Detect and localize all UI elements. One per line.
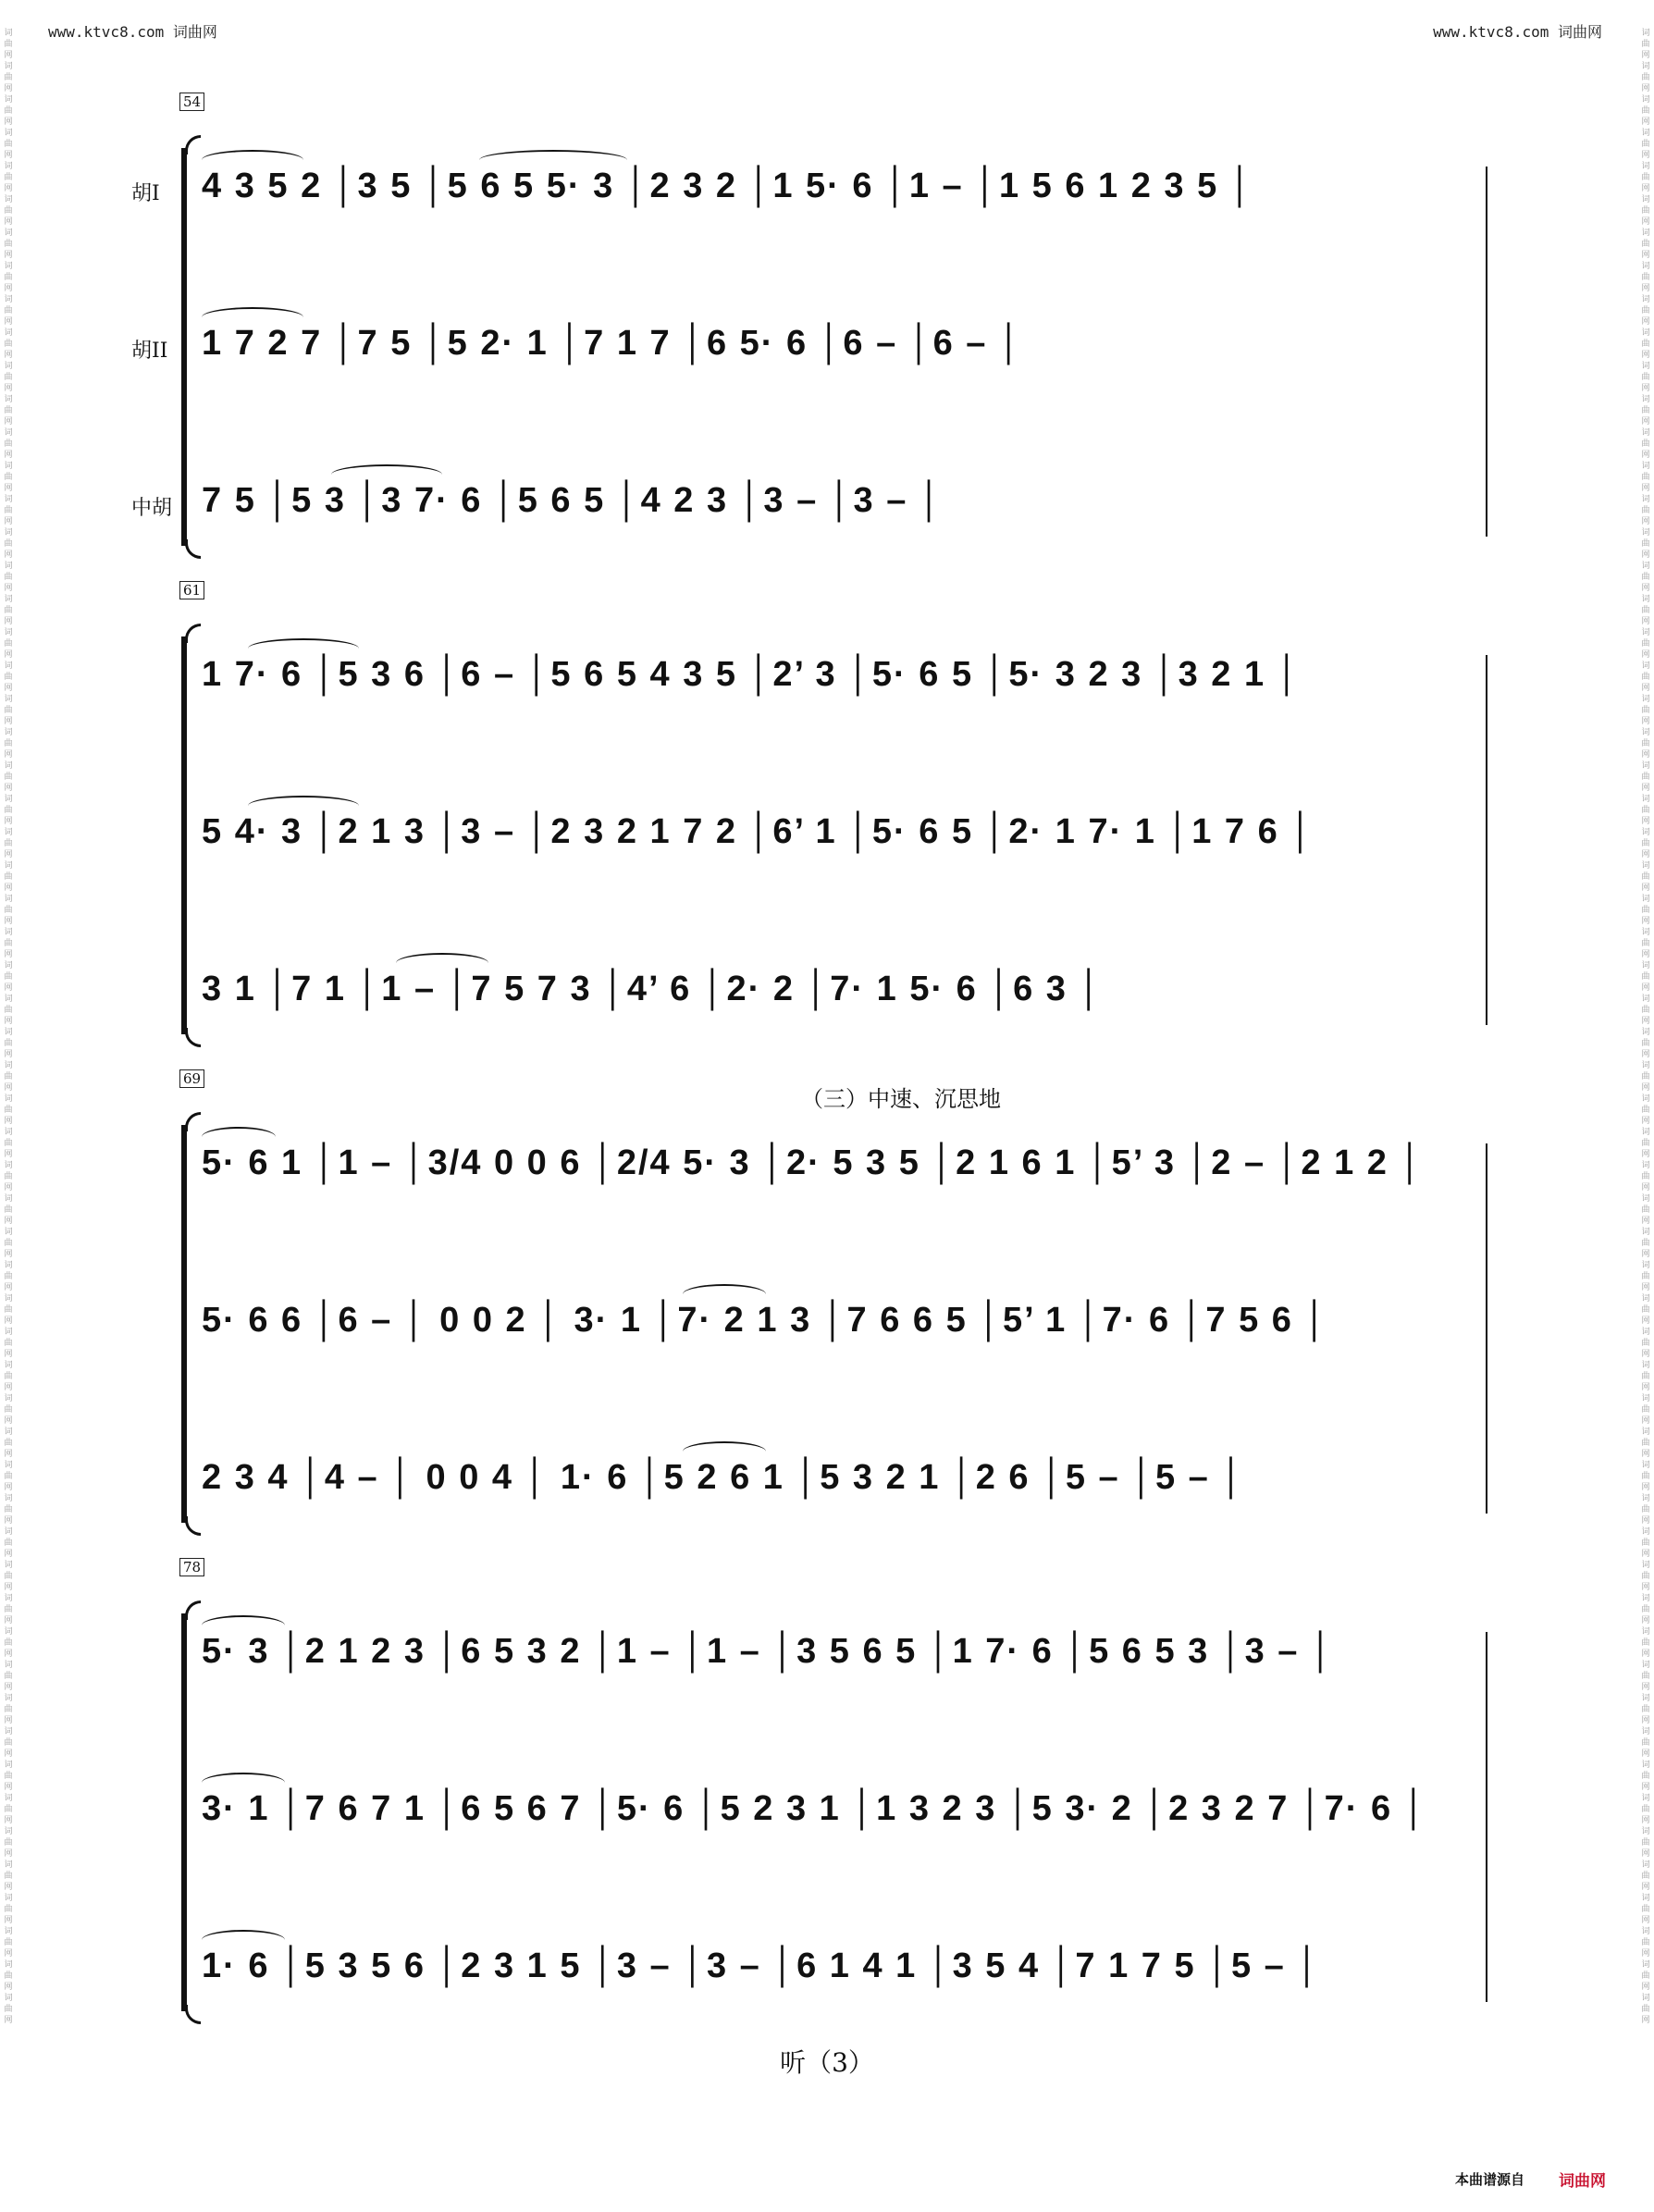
notation-line: 5· 6 1 │1 – │3/4 0 0 6 │2/4 5· 3 │2· 5 3 5 │2 1 6 1 │5’ 3 │2 – │2 1 2 │: [202, 1143, 1425, 1182]
instrument-label: 胡II: [131, 340, 168, 363]
notation-line: 3· 1 │7 6 7 1 │6 5 6 7 │5· 6 │5 2 3 1 │1 3 2 3 │5 3· 2 │2 3 2 7 │7· 6 │: [202, 1789, 1428, 1828]
notation-line: 5· 3 │2 1 2 3 │6 5 3 2 │1 – │1 – │3 5 6 5 │1 7· 6 │5 6 5 3 │3 – │: [202, 1632, 1335, 1671]
slur: [479, 150, 627, 170]
staff-hu-2: [131, 315, 1476, 379]
score-system-2: [181, 581, 1476, 1044]
source-credit-text: 本曲谱源自: [1454, 2171, 1524, 2188]
notation-line: 5 4· 3 │2 1 3 │3 – │2 3 2 1 7 2 │6’ 1 │5· 6 5 │2· 1 7· 1 │1 7 6 │: [202, 812, 1315, 851]
notation-line: 5· 6 6 │6 – │ 0 0 2 │ 3· 1 │7· 2 1 3 │7 6 6 5 │5’ 1 │7· 6 │7 5 6 │: [202, 1301, 1329, 1340]
staff-hu-1: [202, 1134, 1476, 1199]
staff-zhonghu: [131, 472, 1476, 537]
instrument-label: 胡I: [131, 182, 160, 205]
slur: [202, 1127, 276, 1147]
notation-line: 3 1 │7 1 │1 – │7 5 7 3 │4’ 6 │2· 2 │7· 1 5· 6 │6 3 │: [202, 970, 1104, 1008]
measure-number: 69: [179, 1069, 204, 1088]
staff-hu-2: [202, 1780, 1476, 1845]
slur: [683, 1284, 766, 1304]
notation-line: 7 5 │5 3 │3 7· 6 │5 6 5 │4 2 3 │3 – │3 – │: [202, 481, 944, 520]
staff-brace: [181, 148, 196, 546]
staff-brace: [181, 1613, 196, 2011]
side-watermark-right: 词曲网 词曲网 词曲网 词曲网 词曲网 词曲网 词曲网 词曲网 词曲网 词曲网 词曲网 词曲网 词曲网 词曲网 词曲网 词曲网 词曲网 词曲网 词曲网 词曲网 词曲网 词曲网 词曲网 词曲网 词曲网 词曲网 词曲网 词曲网 词曲网 词曲网 词曲网 词曲网 词曲网 词曲网 词曲网 词曲网 词曲网 词曲网 词曲网 词曲网 词曲网 词曲网 词曲网 词曲网 词曲网 词曲网 词曲网 词曲网 词曲网 词曲网 词曲网 词曲网 词曲网 词曲网 词曲网 词曲网 词曲网 词曲网 词曲网 词曲网: [1641, 29, 1650, 2025]
staff-hu-2: [202, 1291, 1476, 1356]
staff-hu-1: [202, 1623, 1476, 1687]
staff-brace: [181, 636, 196, 1034]
measure-number: 78: [179, 1558, 204, 1576]
measure-number: 61: [179, 581, 204, 599]
source-logo[interactable]: 词曲网: [1559, 2172, 1606, 2191]
header-site-left: www.ktvc8.com 词曲网: [48, 23, 217, 41]
slur: [202, 307, 303, 327]
measure-number: 54: [179, 93, 204, 111]
slur: [248, 638, 359, 659]
score-system-3: [181, 1069, 1476, 1532]
notation-line: 1 7 2 7 │7 5 │5 2· 1 │7 1 7 │6 5· 6 │6 – │6 – │: [202, 324, 1023, 363]
staff-zhonghu: [202, 1449, 1476, 1514]
tempo-marking: （三）中速、沉思地: [801, 1086, 1001, 1112]
slur: [202, 150, 303, 170]
final-barline: [1486, 167, 1487, 537]
final-barline: [1486, 655, 1487, 1025]
staff-hu-1: [202, 646, 1476, 711]
final-barline: [1486, 1632, 1487, 2002]
slur: [396, 953, 488, 973]
notation-line: 1· 6 │5 3 5 6 │2 3 1 5 │3 – │3 – │6 1 4 1 │3 5 4 │7 1 7 5 │5 – │: [202, 1946, 1322, 1985]
instrument-label: 中胡: [131, 497, 173, 520]
staff-hu-2: [202, 803, 1476, 868]
slur: [248, 796, 359, 816]
side-watermark-left: 词曲网 词曲网 词曲网 词曲网 词曲网 词曲网 词曲网 词曲网 词曲网 词曲网 词曲网 词曲网 词曲网 词曲网 词曲网 词曲网 词曲网 词曲网 词曲网 词曲网 词曲网 词曲网 词曲网 词曲网 词曲网 词曲网 词曲网 词曲网 词曲网 词曲网 词曲网 词曲网 词曲网 词曲网 词曲网 词曲网 词曲网 词曲网 词曲网 词曲网 词曲网 词曲网 词曲网 词曲网 词曲网 词曲网 词曲网 词曲网 词曲网 词曲网 词曲网 词曲网 词曲网 词曲网 词曲网 词曲网 词曲网 词曲网 词曲网 词曲网: [4, 29, 13, 2025]
page-number: 听（3）: [780, 2047, 874, 2078]
header-site-right: www.ktvc8.com 词曲网: [1433, 23, 1602, 41]
staff-brace: [181, 1125, 196, 1523]
staff-hu-1: [131, 157, 1476, 222]
notation-line: 1 7· 6 │5 3 6 │6 – │5 6 5 4 3 5 │2’ 3 │5· 6 5 │5· 3 2 3 │3 2 1 │: [202, 655, 1302, 694]
slur: [202, 1930, 285, 1950]
slur: [683, 1441, 766, 1462]
slur: [202, 1615, 285, 1636]
staff-zhonghu: [202, 960, 1476, 1025]
slur: [202, 1773, 285, 1793]
notation-line: 4 3 5 2 │3 5 │5 6 5 5· 3 │2 3 2 │1 5· 6 │1 – │1 5 6 1 2 3 5 │: [202, 167, 1254, 205]
staff-zhonghu: [202, 1937, 1476, 2002]
notation-line: 2 3 4 │4 – │ 0 0 4 │ 1· 6 │5 2 6 1 │5 3 2 1 │2 6 │5 – │5 – │: [202, 1458, 1246, 1497]
score-system-1: [131, 93, 1476, 555]
slur: [331, 464, 442, 485]
score-system-4: [181, 1558, 1476, 2020]
final-barline: [1486, 1143, 1487, 1514]
